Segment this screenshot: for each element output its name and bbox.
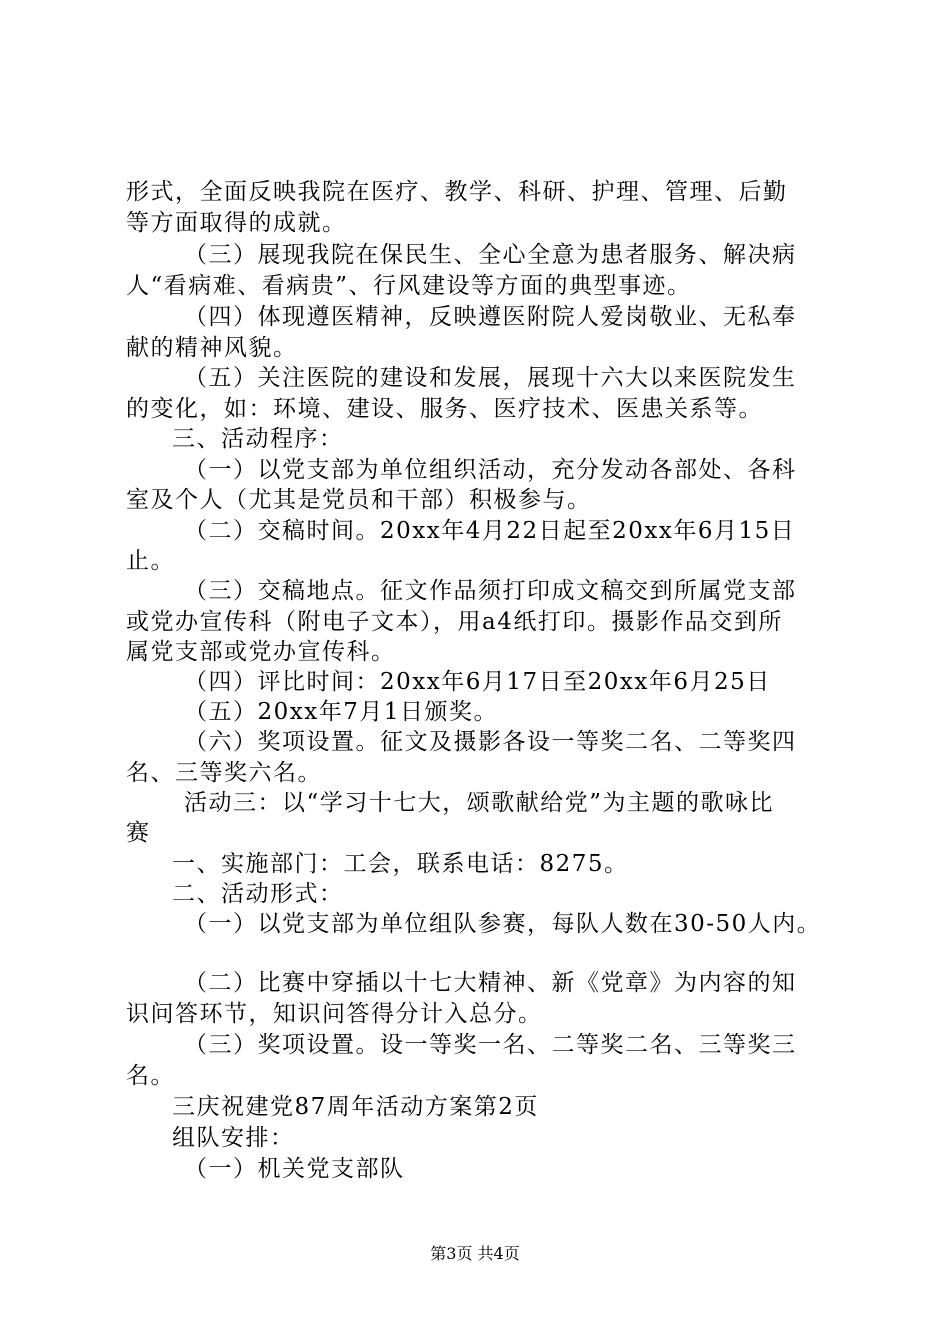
paragraph-line: （一）机关党支部队 [184, 1156, 405, 1182]
paragraph-line: 等方面取得的成就。 [126, 210, 347, 236]
paragraph-line: 或党办宣传科（附电子文本），用a4纸打印。摄影作品交到所 [126, 609, 783, 635]
paragraph-line: （五）20xx年7月1日颁奖。 [184, 699, 498, 725]
paragraph-line: 名。 [126, 1063, 175, 1089]
paragraph-line: （六）奖项设置。征文及摄影各设一等奖二名、二等奖四 [184, 729, 797, 755]
paragraph-line: 献的精神风貌。 [126, 335, 298, 361]
section-heading: 三、活动程序： [172, 426, 344, 452]
paragraph-line: （三）交稿地点。征文作品须打印成文稿交到所属党支部 [184, 578, 797, 604]
paragraph-line: （二）比赛中穿插以十七大精神、新《党章》为内容的知 [184, 970, 797, 996]
page-marker-line: 三庆祝建党87周年活动方案第2页 [172, 1094, 539, 1120]
section-heading: 组队安排： [172, 1125, 295, 1151]
paragraph-line: 属党支部或党办宣传科。 [126, 639, 396, 665]
paragraph-line: 室及个人（尤其是党员和干部）积极参与。 [126, 487, 592, 513]
paragraph-line: （三）展现我院在保民生、全心全意为患者服务、解决病 [184, 242, 797, 268]
paragraph-line: （二）交稿时间。20xx年4月22日起至20xx年6月15日 [184, 518, 796, 544]
paragraph-line: （五）关注医院的建设和发展，展现十六大以来医院发生 [184, 365, 797, 391]
paragraph-line: 的变化，如：环境、建设、服务、医疗技术、医患关系等。 [126, 396, 763, 422]
paragraph-line: （三）奖项设置。设一等奖一名、二等奖二名、三等奖三 [184, 1032, 797, 1058]
paragraph-line: 止。 [126, 548, 175, 574]
paragraph-line: （四）评比时间：20xx年6月17日至20xx年6月25日 [184, 669, 771, 695]
paragraph-line: 赛 [126, 820, 151, 846]
activity-heading: 活动三：以“学习十七大，颂歌献给党”为主题的歌咏比 [184, 790, 775, 816]
paragraph-line: 形式，全面反映我院在医疗、教学、科研、护理、管理、后勤 [126, 179, 788, 205]
paragraph-line: 人“看病难、看病贵”、行风建设等方面的典型事迹。 [126, 273, 692, 299]
paragraph-line: （一）以党支部为单位组织活动，充分发动各部处、各科 [184, 457, 797, 483]
section-heading: 一、实施部门：工会，联系电话：8275。 [172, 851, 629, 877]
paragraph-line: 识问答环节，知识问答得分计入总分。 [126, 1001, 543, 1027]
section-heading: 二、活动形式： [172, 881, 344, 907]
paragraph-line: 名、三等奖六名。 [126, 760, 322, 786]
paragraph-line: （四）体现遵医精神，反映遵医附院人爱岗敬业、无私奉 [184, 304, 797, 330]
paragraph-line: （一）以党支部为单位组队参赛，每队人数在30-50人内。 [184, 911, 822, 937]
page-footer: 第3页 共4页 [430, 1244, 520, 1263]
